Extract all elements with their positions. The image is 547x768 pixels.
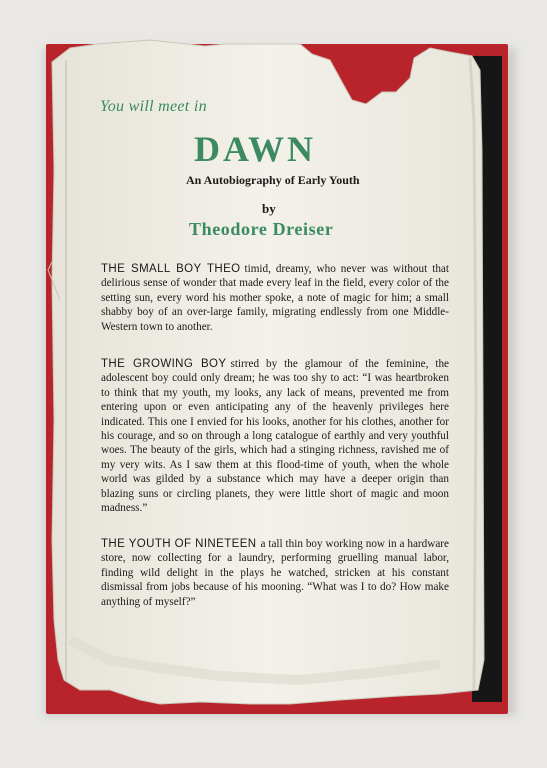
section-heading: THE SMALL BOY THEO [101, 263, 241, 275]
book-title: DAWN [194, 129, 317, 169]
section-heading: THE YOUTH OF NINETEEN [101, 538, 257, 550]
section-text: stirred by the glamour of the feminine, the adolescent boy could only dream; he was too shy to act: “I was heartbroken to think that my youth, my looks, any lack of means, prevented me from entering upon or even anticipating any of the heavenly privileges here indicated. This one I envied for his looks, another for his clothes, another for his courage, and so on through a long catalogue of earthly and very youthful woes. The beauty of the girls, which had a stinging richness, ravished me of my very wits. As I saw them at this flood-time of youth, when the whole world was gilded by a substance which may have a deeper origin than blazing suns or circling planets, they were little short of magic and moon madness.” [101, 358, 449, 515]
section-text: timid, dreamy, who never was without that delirious sense of wonder that made every leaf in the field, every color of the setting sun, every word his mother spoke, a note of magic for him; a small shabby boy of an over-large family, migrating endlessly from one Middle-Western town to another. [101, 263, 449, 333]
by-line: by [262, 201, 276, 216]
section-small-boy [101, 262, 449, 334]
intro-line: You will meet in [100, 98, 207, 115]
section-heading: THE GROWING BOY [101, 358, 227, 370]
author-name: Theodore Dreiser [189, 219, 334, 239]
section-text: a tall thin boy working now in a hardware store, now collecting for a laundry, performing gruelling manual labor, finding wild delight in the plays he watched, stricken at his constant dismissal from jobs because of his mooning. “What was I to do? How make anything of myself?” [101, 538, 449, 608]
section-growing-boy [101, 357, 449, 515]
book-subtitle: An Autobiography of Early Youth [186, 173, 360, 187]
section-youth-nineteen [101, 537, 449, 609]
